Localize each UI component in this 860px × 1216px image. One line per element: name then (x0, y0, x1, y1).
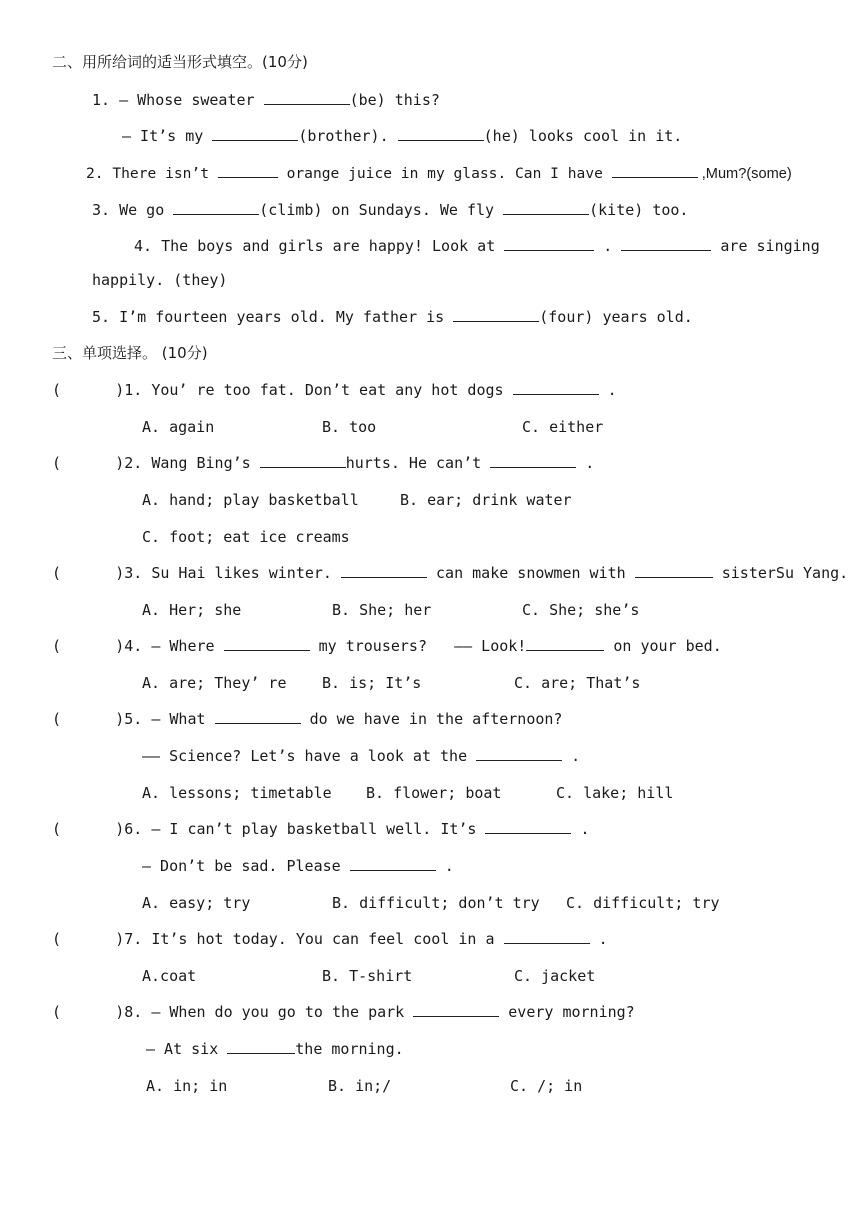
option-c[interactable]: C. are; That’s (514, 674, 641, 692)
question-text: (kite) too. (589, 201, 689, 219)
fill-question-4-line-2: happily. (they) (92, 271, 228, 289)
answer-paren[interactable]: ( ) (52, 564, 125, 582)
question-text: can make snowmen with (427, 564, 635, 582)
choice-question-7 (52, 929, 608, 949)
question-text: . (571, 820, 590, 838)
option-b[interactable]: B. flower; boat (366, 784, 502, 802)
choice-question-4 (52, 636, 722, 656)
choice-question-3 (52, 563, 848, 583)
question-text: (he) looks cool in it. (483, 127, 683, 145)
question-text: the morning. (295, 1040, 404, 1058)
choice-question-8 (52, 1002, 635, 1022)
option-b[interactable]: B. in;/ (328, 1077, 392, 1095)
answer-blank[interactable] (218, 163, 278, 178)
question-text: . (435, 857, 454, 875)
answer-paren[interactable]: ( ) (52, 637, 125, 655)
option-a[interactable]: A. again (142, 418, 215, 436)
question-text: — Whose sweater (119, 91, 264, 109)
fill-question-5 (92, 307, 693, 327)
question-text: 5. — What (124, 710, 215, 728)
question-text: (brother). (298, 127, 398, 145)
question-text: . (589, 930, 608, 948)
question-text: sisterSu Yang. (712, 564, 849, 582)
answer-blank[interactable] (504, 236, 594, 251)
answer-blank[interactable] (621, 236, 711, 251)
question-text: hurts. He can’t (345, 454, 491, 472)
question-text: — At six (146, 1040, 228, 1058)
answer-blank (341, 563, 427, 578)
answer-blank (635, 563, 713, 578)
answer-blank (504, 929, 590, 944)
option-a[interactable]: A. easy; try (142, 894, 251, 912)
option-c[interactable]: C. /; in (510, 1077, 583, 1095)
choice-question-8-line-2 (146, 1039, 404, 1059)
question-text: 3. We go (92, 201, 174, 219)
option-b[interactable]: B. ear; drink water (400, 491, 572, 509)
answer-blank (513, 380, 599, 395)
question-text: 1. You’ re too fat. Don’t eat any hot dogs (124, 381, 513, 399)
answer-blank (490, 453, 576, 468)
answer-blank (413, 1002, 499, 1017)
question-text: . (562, 747, 581, 765)
answer-paren[interactable]: ( ) (52, 454, 125, 472)
answer-blank (476, 746, 562, 761)
question-text: every morning? (499, 1003, 635, 1021)
question-text: on your bed. (604, 637, 722, 655)
option-b[interactable]: B. is; It’s (322, 674, 422, 692)
option-c[interactable]: C. lake; hill (556, 784, 674, 802)
answer-blank (485, 819, 571, 834)
answer-blank[interactable] (398, 126, 484, 141)
option-b[interactable]: B. T-shirt (322, 967, 413, 985)
answer-blank (526, 636, 604, 651)
fill-question-4 (134, 236, 820, 256)
fill-question-3 (92, 200, 688, 220)
question-text: 3. Su Hai likes winter. (124, 564, 341, 582)
answer-blank[interactable] (264, 90, 350, 105)
option-a[interactable]: A. lessons; timetable (142, 784, 332, 802)
answer-paren[interactable]: ( ) (52, 381, 125, 399)
fill-question-1 (92, 90, 440, 110)
question-text: 7. It’s hot today. You can feel cool in a (124, 930, 504, 948)
question-text: 5. I’m fourteen years old. My father is (92, 308, 454, 326)
question-text: 2. There isn’t (86, 165, 218, 182)
option-c[interactable]: C. jacket (514, 967, 596, 985)
answer-blank (260, 453, 346, 468)
question-text: — Don’t be sad. Please (142, 857, 350, 875)
question-text: 2. Wang Bing’s (124, 454, 260, 472)
option-b[interactable]: B. difficult; don’t try (332, 894, 540, 912)
question-text: (climb) on Sundays. We fly (259, 201, 504, 219)
answer-blank (215, 709, 301, 724)
answer-blank (227, 1039, 295, 1054)
answer-blank[interactable] (173, 200, 259, 215)
question-text: ,Mum?(some) (697, 166, 792, 182)
option-c[interactable]: C. either (522, 418, 604, 436)
answer-blank[interactable] (503, 200, 589, 215)
answer-blank[interactable] (453, 307, 539, 322)
answer-blank (350, 856, 436, 871)
section-3-heading: 三、单项选择。 (10分) (52, 344, 208, 362)
question-text: 8. — When do you go to the park (124, 1003, 414, 1021)
question-text: —— Science? Let’s have a look at the (142, 747, 477, 765)
question-text: (four) years old. (539, 308, 693, 326)
option-c[interactable]: C. She; she’s (522, 601, 640, 619)
question-text: 6. — I can’t play basketball well. It’s (124, 820, 486, 838)
fill-question-1-line-2 (122, 126, 682, 146)
question-text: . (598, 381, 617, 399)
answer-paren[interactable]: ( ) (52, 820, 125, 838)
answer-blank[interactable] (612, 163, 698, 178)
answer-paren[interactable]: ( ) (52, 930, 125, 948)
question-text: are singing (711, 237, 820, 255)
question-text: — It’s my (122, 127, 213, 145)
choice-question-1 (52, 380, 617, 400)
choice-question-5-line-2 (142, 746, 580, 766)
answer-paren[interactable]: ( ) (52, 710, 125, 728)
question-text: (be) this? (349, 91, 440, 109)
answer-blank[interactable] (212, 126, 298, 141)
option-c[interactable]: C. difficult; try (566, 894, 720, 912)
question-text: 4. — Where (124, 637, 224, 655)
option-b[interactable]: B. She; her (332, 601, 432, 619)
question-text: . (594, 237, 622, 255)
question-text: 4. The boys and girls are happy! Look at (134, 237, 505, 255)
fill-question-2 (86, 163, 792, 184)
choice-question-6 (52, 819, 590, 839)
question-text: do we have in the afternoon? (300, 710, 563, 728)
question-text: orange juice in my glass. Can I have (277, 165, 612, 182)
question-number: 1. (92, 91, 111, 109)
option-b[interactable]: B. too (322, 418, 377, 436)
option-a[interactable]: A. Her; she (142, 601, 242, 619)
question-text: . (576, 454, 595, 472)
choice-question-2 (52, 453, 594, 473)
section-2-heading: 二、用所给词的适当形式填空。(10分) (52, 53, 308, 71)
question-text: my trousers? —— Look! (309, 637, 527, 655)
option-a[interactable]: A.coat (142, 967, 197, 985)
answer-blank (224, 636, 310, 651)
answer-paren[interactable]: ( ) (52, 1003, 125, 1021)
option-c[interactable]: C. foot; eat ice creams (142, 528, 350, 546)
option-a[interactable]: A. are; They’ re (142, 674, 287, 692)
option-a[interactable]: A. in; in (146, 1077, 228, 1095)
choice-question-5 (52, 709, 562, 729)
choice-question-6-line-2 (142, 856, 454, 876)
option-a[interactable]: A. hand; play basketball (142, 491, 359, 509)
